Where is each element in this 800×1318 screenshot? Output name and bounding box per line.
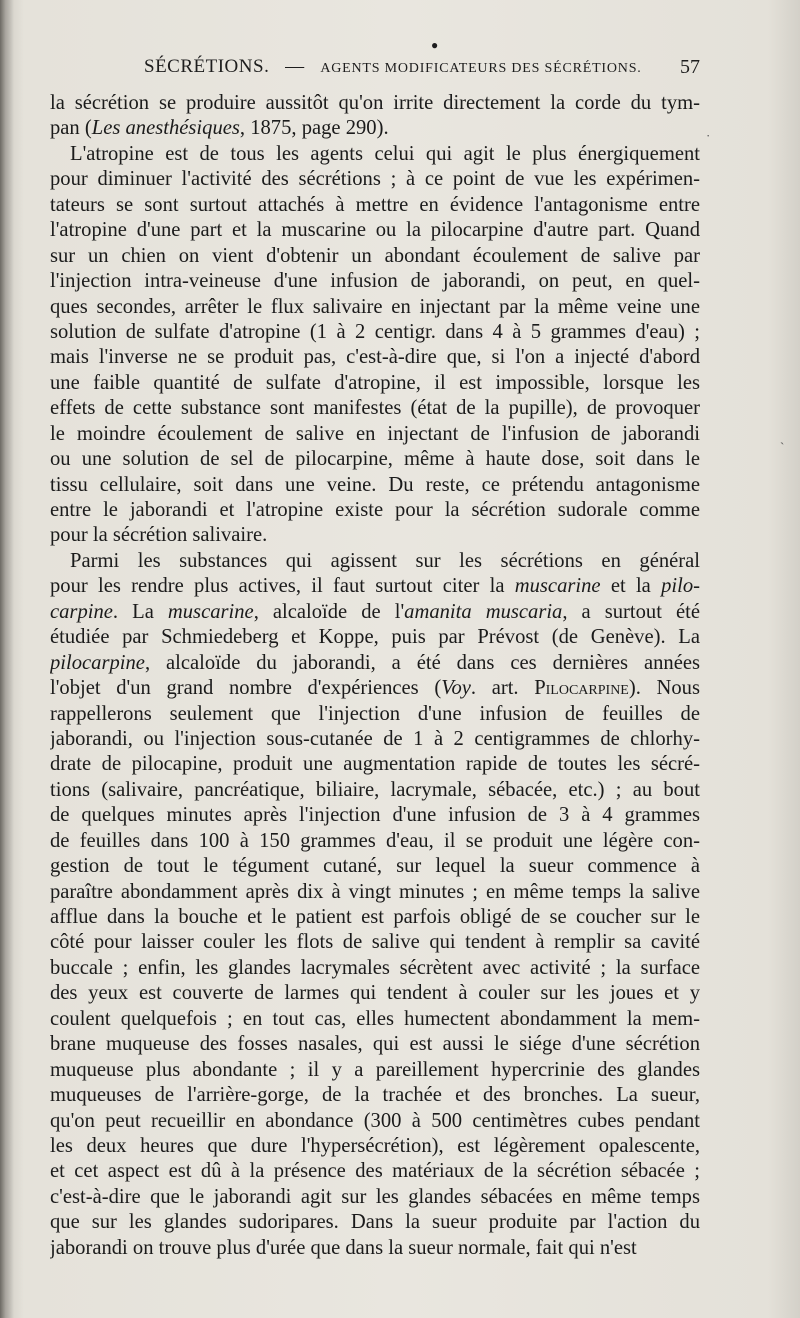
text-line: [50, 625, 700, 650]
text-line: [50, 880, 700, 905]
text-line: [50, 956, 700, 981]
text-line: [50, 218, 700, 243]
section-subtitle: AGENTS MODIFICATEURS DES SÉCRÉTIONS.: [320, 61, 642, 76]
text-run: les deux heures que dure l'hypersécrétion), est légèrement opalescente,: [50, 1134, 700, 1157]
text-run: pour diminuer l'activité des sécrétions ; à ce point de vue les expérimen-: [50, 168, 700, 191]
text-line: [50, 1109, 700, 1134]
text-run: et cet aspect est dû à la présence des matériaux de la sécrétion sébacée ;: [50, 1160, 700, 1183]
italic-text: pilocarpine: [50, 651, 145, 674]
italic-text: Voy: [441, 677, 471, 700]
text-run: tions (salivaire, pancréatique, biliaire, lacrymale, sébacée, etc.) ; au bout: [50, 778, 700, 801]
text-line: [50, 854, 700, 879]
italic-text: muscarine: [514, 575, 601, 598]
text-run: pour la sécrétion salivaire.: [50, 524, 268, 547]
text-line: [50, 396, 700, 421]
text-line: [50, 1159, 700, 1184]
running-title: [144, 56, 642, 78]
text-run: une faible quantité de sulfate d'atropine, il est impossible, lorsque les: [50, 371, 700, 394]
print-speck: ●: [431, 38, 439, 52]
text-run: l'objet d'un grand nombre d'expériences (: [50, 677, 442, 700]
text-line: [50, 142, 700, 167]
text-run: . La: [112, 600, 168, 623]
text-line: [50, 473, 700, 498]
text-run: Parmi les substances qui agissent sur les sécrétions en général: [70, 549, 700, 572]
section-title: SÉCRÉTIONS.: [144, 56, 270, 77]
text-line: [50, 549, 700, 574]
text-line: [50, 1058, 700, 1083]
text-run: l'atropine d'une part et la muscarine ou la pilocarpine d'autre part. Quand: [50, 219, 700, 242]
text-run: , alcaloïde de l': [253, 600, 405, 623]
text-line: [50, 600, 700, 625]
text-line: [50, 320, 700, 345]
text-line: [50, 676, 700, 701]
text-line: [50, 1236, 700, 1261]
margin-speck: ·: [706, 128, 711, 143]
text-run: drate de pilocapine, produit une augmentation rapide de toutes les sécré-: [50, 753, 700, 776]
header-dash: —: [285, 56, 305, 77]
text-line: [50, 193, 700, 218]
text-line: [50, 930, 700, 955]
text-run: ou une solution de sel de pilocarpine, même à haute dose, soit dans le: [50, 448, 700, 471]
text-run: paraître abondamment après dix à vingt minutes ; en même temps la salive: [50, 880, 700, 903]
text-line: [50, 702, 700, 727]
italic-text: carpine: [50, 600, 113, 623]
text-run: c'est-à-dire que le jaborandi agit sur les glandes sébacées en même temps: [50, 1185, 700, 1208]
text-run: brane muqueuse des fosses nasales, qui est aussi le siége d'une sécrétion: [50, 1033, 700, 1056]
text-line: [50, 295, 700, 320]
text-run: des yeux est couverte de larmes qui tendent à couler sur les joues et y: [50, 982, 700, 1005]
text-run: , alcaloïde du jaborandi, a été dans ces dernières années: [144, 651, 700, 674]
text-run: sur un chien on vient d'obtenir un abondant écoulement de salive par: [50, 244, 700, 267]
text-run: tissu cellulaire, soit dans une veine. Du reste, ce prétendu antagonisme: [50, 473, 700, 496]
text-run: afflue dans la bouche et le patient est parfois obligé de se coucher sur le: [50, 906, 700, 928]
text-run: mais l'inverse ne se produit pas, c'est-à-dire que, si l'on a injecté d'abord: [50, 346, 700, 369]
text-line: [50, 1083, 700, 1108]
text-run: tateurs se sont surtout attachés à mettre en évidence l'antagonisme entre: [50, 193, 700, 216]
text-line: [50, 1185, 700, 1210]
text-run: rappellerons seulement que l'injection d'une infusion de feuilles de: [50, 702, 700, 725]
text-run: le moindre écoulement de salive en injectant de l'infusion de jaborandi: [50, 422, 700, 445]
italic-text: muscarine: [167, 600, 254, 623]
text-run: qu'on peut recueillir en abondance (300 à 500 centimètres cubes pendant: [50, 1109, 700, 1132]
text-line: [50, 345, 700, 370]
text-line: [50, 574, 700, 599]
italic-text: amanita muscaria: [404, 600, 563, 623]
margin-speck: ˎ: [780, 430, 785, 445]
text-line: [50, 905, 700, 930]
text-line: [50, 523, 700, 548]
text-run: solution de sulfate d'atropine (1 à 2 centigr. dans 4 à 5 grammes d'eau) ;: [50, 320, 700, 343]
text-run: entre le jaborandi et l'atropine existe pour la sécrétion sudorale comme: [50, 499, 700, 521]
text-run: buccale ; enfin, les glandes lacrymales sécrètent avec activité ; la surface: [50, 956, 700, 979]
small-caps-text: Pilocarpine: [534, 677, 629, 700]
text-line: [50, 167, 700, 192]
text-run: , 1875, page 290).: [239, 117, 389, 140]
text-run: jaborandi on trouve plus d'urée que dans la sueur normale, fait qui n'est: [50, 1236, 637, 1259]
text-run: côté pour laisser couler les flots de salive qui tendent à remplir sa cavité: [50, 931, 700, 954]
text-run: étudiée par Schmiedeberg et Koppe, puis par Prévost (de Genève). La: [50, 626, 700, 649]
text-run: de feuilles dans 100 à 150 grammes d'eau, il se produit une légère con-: [50, 829, 700, 852]
text-line: [50, 778, 700, 803]
text-line: [50, 1032, 700, 1057]
text-run: la sécrétion se produire aussitôt qu'on irrite directement la corde du tym-: [50, 92, 700, 114]
text-run: gestion de tout le tégument cutané, sur lequel la sueur commence à: [50, 855, 700, 878]
text-run: muqueuse plus abondante ; il y a pareillement hypercrinie des glandes: [50, 1058, 700, 1081]
italic-text: pilo-: [661, 575, 700, 598]
text-run: , a surtout été: [562, 600, 700, 623]
text-line: [50, 244, 700, 269]
text-run: effets de cette substance sont manifestes (état de la pupille), de provoquer: [50, 397, 700, 420]
text-run: pan (: [50, 117, 92, 140]
text-line: [50, 116, 700, 141]
text-run: et la: [600, 575, 662, 598]
text-run: ). Nous: [628, 677, 700, 700]
running-header: [50, 38, 700, 86]
page-number: 57: [680, 56, 700, 78]
text-line: [50, 422, 700, 447]
text-line: [50, 269, 700, 294]
text-line: [50, 651, 700, 676]
text-line: [50, 981, 700, 1006]
text-line: [50, 803, 700, 828]
text-run: . art.: [470, 677, 535, 700]
text-line: [50, 91, 700, 116]
page-gutter-shadow: [0, 0, 14, 1318]
text-line: [50, 829, 700, 854]
text-run: coulent quelquefois ; en tout cas, elles humectent abondamment la mem-: [50, 1007, 700, 1030]
text-run: muqueuses de l'arrière-gorge, de la trachée et des bronches. La sueur,: [50, 1084, 700, 1107]
italic-text: Les anesthésiques: [91, 117, 240, 140]
text-line: [50, 752, 700, 777]
text-line: [50, 371, 700, 396]
text-run: L'atropine est de tous les agents celui qui agit le plus énergiquement: [70, 142, 700, 165]
text-line: [50, 727, 700, 752]
text-run: ques secondes, arrêter le flux salivaire en injectant par la même veine une: [50, 295, 700, 318]
body-text: [50, 91, 700, 1261]
text-run: jaborandi, ou l'injection sous-cutanée de 1 à 2 centigrammes de chlorhy-: [50, 727, 700, 750]
text-run: l'injection intra-veineuse d'une infusion de jaborandi, on peut, en quel-: [50, 270, 700, 293]
text-run: de quelques minutes après l'injection d'une infusion de 3 à 4 grammes: [50, 804, 700, 827]
text-line: [50, 1210, 700, 1235]
text-line: [50, 1134, 700, 1159]
text-line: [50, 498, 700, 523]
text-line: [50, 447, 700, 472]
text-run: que sur les glandes sudoripares. Dans la sueur produite par l'action du: [50, 1211, 700, 1234]
text-line: [50, 1007, 700, 1032]
text-run: pour les rendre plus actives, il faut surtout citer la: [50, 575, 515, 598]
